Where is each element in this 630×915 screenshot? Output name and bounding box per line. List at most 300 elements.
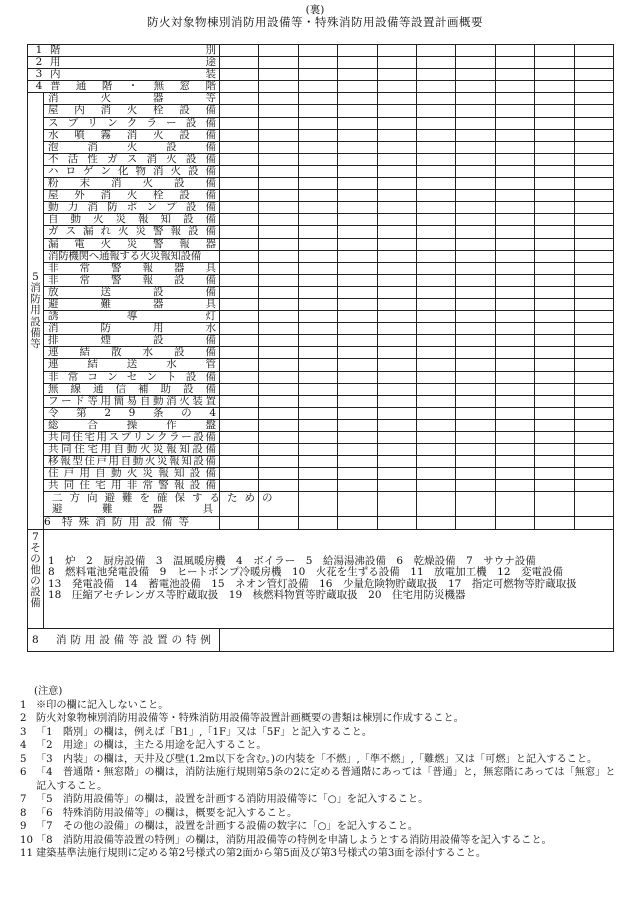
entry-cell[interactable] [495, 178, 534, 190]
entry-cell[interactable] [338, 226, 377, 238]
entry-cell[interactable] [298, 444, 337, 456]
entry-cell[interactable] [338, 274, 377, 286]
entry-cell[interactable] [574, 274, 613, 286]
entry-cell[interactable] [456, 202, 495, 214]
entry-cell[interactable] [574, 286, 613, 298]
entry-cell[interactable] [495, 226, 534, 238]
entry-cell[interactable] [574, 419, 613, 431]
entry-cell[interactable] [456, 298, 495, 310]
entry-cell[interactable] [535, 178, 574, 190]
entry-cell[interactable] [535, 359, 574, 371]
entry-cell[interactable] [416, 105, 455, 117]
entry-cell[interactable] [574, 298, 613, 310]
entry-cell[interactable] [416, 371, 455, 383]
entry-cell[interactable] [574, 359, 613, 371]
entry-cell[interactable] [456, 395, 495, 407]
entry-cell[interactable] [220, 117, 259, 129]
entry-cell[interactable] [495, 262, 534, 274]
entry-cell[interactable] [456, 274, 495, 286]
entry-cell[interactable] [574, 226, 613, 238]
entry-cell[interactable] [298, 93, 337, 105]
entry-cell[interactable] [298, 492, 337, 517]
entry-cell[interactable] [416, 311, 455, 323]
entry-cell[interactable] [535, 468, 574, 480]
entry-cell[interactable] [416, 117, 455, 129]
entry-cell[interactable] [377, 117, 416, 129]
entry-cell[interactable] [259, 262, 298, 274]
entry-cell[interactable] [220, 517, 259, 529]
entry-cell[interactable] [338, 81, 377, 93]
entry-cell[interactable] [220, 57, 259, 69]
entry-cell[interactable] [495, 165, 534, 177]
entry-cell[interactable] [416, 468, 455, 480]
entry-cell[interactable] [495, 432, 534, 444]
entry-cell[interactable] [338, 93, 377, 105]
entry-cell[interactable] [298, 190, 337, 202]
entry-cell[interactable] [220, 165, 259, 177]
entry-cell[interactable] [338, 492, 377, 517]
entry-cell[interactable] [416, 214, 455, 226]
entry-cell[interactable] [220, 105, 259, 117]
entry-cell[interactable] [259, 69, 298, 81]
entry-cell[interactable] [259, 456, 298, 468]
entry-cell[interactable] [574, 311, 613, 323]
entry-cell[interactable] [259, 419, 298, 431]
entry-cell[interactable] [456, 262, 495, 274]
entry-cell[interactable] [535, 323, 574, 335]
entry-cell[interactable] [259, 117, 298, 129]
entry-cell[interactable] [220, 468, 259, 480]
entry-cell[interactable] [495, 141, 534, 153]
entry-cell[interactable] [495, 468, 534, 480]
entry-cell[interactable] [416, 286, 455, 298]
entry-cell[interactable] [416, 274, 455, 286]
entry-cell[interactable] [377, 335, 416, 347]
entry-cell[interactable] [416, 456, 455, 468]
entry-cell[interactable] [259, 517, 298, 529]
entry-cell[interactable] [416, 202, 455, 214]
entry-cell[interactable] [495, 419, 534, 431]
entry-cell[interactable] [338, 214, 377, 226]
entry-cell[interactable] [495, 407, 534, 419]
entry-cell[interactable] [574, 81, 613, 93]
entry-cell[interactable] [377, 105, 416, 117]
entry-cell[interactable] [377, 214, 416, 226]
entry-cell[interactable] [377, 81, 416, 93]
entry-cell[interactable] [456, 311, 495, 323]
entry-cell[interactable] [377, 371, 416, 383]
entry-cell[interactable] [377, 286, 416, 298]
entry-cell[interactable] [416, 45, 455, 57]
entry-cell[interactable] [298, 153, 337, 165]
entry-cell[interactable] [338, 286, 377, 298]
entry-cell[interactable] [377, 141, 416, 153]
entry-cell[interactable] [456, 419, 495, 431]
entry-cell[interactable] [456, 480, 495, 492]
entry-cell[interactable] [298, 69, 337, 81]
entry-cell[interactable] [495, 335, 534, 347]
entry-cell[interactable] [338, 117, 377, 129]
entry-cell[interactable] [377, 468, 416, 480]
entry-cell[interactable] [495, 93, 534, 105]
entry-cell[interactable] [338, 444, 377, 456]
entry-cell[interactable] [377, 57, 416, 69]
entry-cell[interactable] [456, 468, 495, 480]
entry-cell[interactable] [259, 407, 298, 419]
entry-cell[interactable] [456, 81, 495, 93]
entry-cell[interactable] [338, 311, 377, 323]
entry-cell[interactable] [535, 298, 574, 310]
entry-cell[interactable] [574, 323, 613, 335]
entry-cell[interactable] [377, 517, 416, 529]
entry-cell[interactable] [535, 286, 574, 298]
entry-cell[interactable] [298, 347, 337, 359]
entry-cell[interactable] [259, 480, 298, 492]
entry-cell[interactable] [535, 347, 574, 359]
entry-cell[interactable] [456, 129, 495, 141]
entry-cell[interactable] [220, 250, 259, 262]
entry-cell[interactable] [220, 432, 259, 444]
entry-cell[interactable] [535, 335, 574, 347]
entry-cell[interactable] [416, 383, 455, 395]
entry-cell[interactable] [220, 444, 259, 456]
entry-cell[interactable] [338, 165, 377, 177]
entry-cell[interactable] [338, 105, 377, 117]
entry-cell[interactable] [495, 190, 534, 202]
entry-cell[interactable] [456, 190, 495, 202]
entry-cell[interactable] [220, 407, 259, 419]
entry-cell[interactable] [416, 335, 455, 347]
entry-cell[interactable] [377, 262, 416, 274]
entry-cell[interactable] [377, 480, 416, 492]
entry-cell[interactable] [298, 274, 337, 286]
entry-cell[interactable] [574, 468, 613, 480]
entry-cell[interactable] [220, 129, 259, 141]
entry-cell[interactable] [298, 419, 337, 431]
entry-cell[interactable] [259, 45, 298, 57]
entry-cell[interactable] [338, 419, 377, 431]
entry-cell[interactable] [416, 347, 455, 359]
entry-cell[interactable] [456, 371, 495, 383]
entry-cell[interactable] [259, 178, 298, 190]
entry-cell[interactable] [535, 214, 574, 226]
entry-cell[interactable] [535, 202, 574, 214]
entry-cell[interactable] [298, 105, 337, 117]
entry-cell[interactable] [416, 250, 455, 262]
entry-cell[interactable] [574, 57, 613, 69]
entry-cell[interactable] [259, 57, 298, 69]
entry-cell[interactable] [298, 226, 337, 238]
entry-cell[interactable] [220, 190, 259, 202]
entry-cell[interactable] [416, 178, 455, 190]
entry-cell[interactable] [495, 492, 534, 517]
entry-cell[interactable] [338, 141, 377, 153]
entry-cell[interactable] [377, 432, 416, 444]
entry-cell[interactable] [298, 335, 337, 347]
entry-cell[interactable] [574, 190, 613, 202]
entry-cell[interactable] [535, 395, 574, 407]
entry-cell[interactable] [298, 395, 337, 407]
entry-cell[interactable] [220, 226, 259, 238]
entry-cell[interactable] [456, 432, 495, 444]
entry-cell[interactable] [416, 262, 455, 274]
entry-cell[interactable] [259, 274, 298, 286]
entry-cell[interactable] [416, 444, 455, 456]
entry-cell[interactable] [377, 238, 416, 250]
entry-cell[interactable] [495, 69, 534, 81]
entry-cell[interactable] [259, 335, 298, 347]
entry-cell[interactable] [338, 347, 377, 359]
entry-cell[interactable] [535, 226, 574, 238]
entry-cell[interactable] [456, 250, 495, 262]
entry-cell[interactable] [456, 178, 495, 190]
entry-cell[interactable] [259, 311, 298, 323]
entry-cell[interactable] [377, 419, 416, 431]
entry-cell[interactable] [416, 419, 455, 431]
entry-cell[interactable] [259, 238, 298, 250]
entry-cell[interactable] [535, 262, 574, 274]
entry-cell[interactable] [220, 69, 259, 81]
entry-cell[interactable] [574, 371, 613, 383]
entry-cell[interactable] [220, 383, 259, 395]
entry-cell[interactable] [574, 262, 613, 274]
entry-cell[interactable] [220, 45, 259, 57]
entry-cell[interactable] [259, 129, 298, 141]
entry-cell[interactable] [298, 323, 337, 335]
entry-cell[interactable] [298, 214, 337, 226]
entry-cell[interactable] [535, 129, 574, 141]
entry-cell[interactable] [535, 419, 574, 431]
entry-cell[interactable] [574, 178, 613, 190]
entry-cell[interactable] [416, 407, 455, 419]
entry-cell[interactable] [377, 165, 416, 177]
entry-cell[interactable] [574, 383, 613, 395]
entry-cell[interactable] [298, 383, 337, 395]
entry-cell[interactable] [495, 214, 534, 226]
entry-cell[interactable] [259, 347, 298, 359]
entry-cell[interactable] [377, 311, 416, 323]
entry-cell[interactable] [535, 238, 574, 250]
entry-cell[interactable] [456, 286, 495, 298]
entry-cell[interactable] [574, 165, 613, 177]
entry-cell[interactable] [298, 238, 337, 250]
entry-cell[interactable] [456, 226, 495, 238]
entry-cell[interactable] [259, 226, 298, 238]
entry-cell[interactable] [298, 129, 337, 141]
entry-cell[interactable] [495, 81, 534, 93]
entry-cell[interactable] [298, 165, 337, 177]
entry-cell[interactable] [535, 371, 574, 383]
entry-cell[interactable] [377, 407, 416, 419]
entry-cell[interactable] [416, 517, 455, 529]
entry-cell[interactable] [574, 480, 613, 492]
entry-cell[interactable] [259, 250, 298, 262]
entry-cell[interactable] [298, 311, 337, 323]
entry-cell[interactable] [338, 407, 377, 419]
entry-cell[interactable] [259, 395, 298, 407]
entry-cell[interactable] [456, 238, 495, 250]
entry-cell[interactable] [298, 141, 337, 153]
entry-cell[interactable] [535, 141, 574, 153]
entry-cell[interactable] [220, 311, 259, 323]
entry-cell[interactable] [298, 456, 337, 468]
entry-cell[interactable] [456, 165, 495, 177]
entry-cell[interactable] [495, 298, 534, 310]
entry-cell[interactable] [338, 517, 377, 529]
entry-cell[interactable] [377, 298, 416, 310]
entry-cell[interactable] [338, 238, 377, 250]
entry-cell[interactable] [416, 238, 455, 250]
entry-cell[interactable] [220, 202, 259, 214]
entry-cell[interactable] [338, 178, 377, 190]
entry-cell[interactable] [574, 129, 613, 141]
entry-cell[interactable] [298, 178, 337, 190]
entry-cell[interactable] [220, 81, 259, 93]
entry-cell[interactable] [495, 238, 534, 250]
entry-cell[interactable] [338, 153, 377, 165]
entry-cell[interactable] [495, 456, 534, 468]
entry-cell[interactable] [298, 480, 337, 492]
entry-cell[interactable] [535, 45, 574, 57]
entry-cell[interactable] [416, 141, 455, 153]
entry-cell[interactable] [495, 323, 534, 335]
entry-cell[interactable] [377, 190, 416, 202]
entry-cell[interactable] [574, 517, 613, 529]
entry-cell[interactable] [298, 262, 337, 274]
entry-cell[interactable] [416, 129, 455, 141]
entry-cell[interactable] [535, 383, 574, 395]
entry-cell[interactable] [495, 202, 534, 214]
entry-cell[interactable] [377, 444, 416, 456]
entry-cell[interactable] [535, 274, 574, 286]
entry-cell[interactable] [220, 262, 259, 274]
entry-cell[interactable] [416, 359, 455, 371]
entry-cell[interactable] [574, 407, 613, 419]
entry-cell[interactable] [456, 517, 495, 529]
entry-cell[interactable] [377, 492, 416, 517]
entry-cell[interactable] [259, 93, 298, 105]
entry-cell[interactable] [377, 93, 416, 105]
entry-cell[interactable] [259, 432, 298, 444]
entry-cell[interactable] [416, 226, 455, 238]
entry-cell[interactable] [574, 45, 613, 57]
entry-cell[interactable] [377, 153, 416, 165]
entry-cell[interactable] [338, 250, 377, 262]
entry-cell[interactable] [574, 93, 613, 105]
entry-cell[interactable] [259, 286, 298, 298]
entry-cell[interactable] [338, 480, 377, 492]
entry-cell[interactable] [456, 45, 495, 57]
entry-cell[interactable] [416, 93, 455, 105]
entry-cell[interactable] [574, 395, 613, 407]
entry-cell[interactable] [338, 335, 377, 347]
entry-cell[interactable] [416, 432, 455, 444]
entry-cell[interactable] [220, 274, 259, 286]
entry-cell[interactable] [416, 395, 455, 407]
entry-cell[interactable] [535, 407, 574, 419]
entry-cell[interactable] [456, 153, 495, 165]
entry-cell[interactable] [220, 359, 259, 371]
entry-cell[interactable] [535, 456, 574, 468]
entry-cell[interactable] [220, 238, 259, 250]
entry-cell[interactable] [456, 57, 495, 69]
entry-cell[interactable] [495, 480, 534, 492]
entry-cell[interactable] [416, 323, 455, 335]
entry-cell[interactable] [298, 117, 337, 129]
entry-cell[interactable] [377, 178, 416, 190]
entry-cell[interactable] [220, 419, 259, 431]
entry-cell[interactable] [220, 153, 259, 165]
entry-cell[interactable] [456, 335, 495, 347]
entry-cell[interactable] [259, 359, 298, 371]
entry-cell[interactable] [338, 190, 377, 202]
entry-cell[interactable] [220, 93, 259, 105]
entry-cell[interactable] [495, 105, 534, 117]
entry-cell[interactable] [259, 141, 298, 153]
entry-cell[interactable] [535, 311, 574, 323]
entry-cell[interactable] [220, 347, 259, 359]
entry-cell[interactable] [416, 69, 455, 81]
entry-cell[interactable] [574, 141, 613, 153]
entry-cell[interactable] [377, 129, 416, 141]
entry-cell[interactable] [535, 57, 574, 69]
entry-cell[interactable] [535, 165, 574, 177]
entry-cell[interactable] [416, 81, 455, 93]
entry-cell[interactable] [574, 432, 613, 444]
entry-cell[interactable] [495, 395, 534, 407]
entry-cell[interactable] [456, 444, 495, 456]
entry-cell[interactable] [259, 468, 298, 480]
entry-cell[interactable] [377, 383, 416, 395]
entry-cell[interactable] [574, 335, 613, 347]
entry-cell[interactable] [416, 190, 455, 202]
entry-cell[interactable] [456, 492, 495, 517]
entry-cell[interactable] [298, 298, 337, 310]
entry-cell[interactable] [535, 517, 574, 529]
entry-cell[interactable] [259, 323, 298, 335]
entry-cell[interactable] [338, 298, 377, 310]
entry-cell[interactable] [416, 153, 455, 165]
entry-cell[interactable] [495, 311, 534, 323]
entry-cell[interactable] [220, 480, 259, 492]
entry-cell[interactable] [416, 57, 455, 69]
entry-cell[interactable] [220, 335, 259, 347]
entry-cell[interactable] [338, 359, 377, 371]
entry-cell[interactable] [456, 141, 495, 153]
entry-cell[interactable] [535, 93, 574, 105]
entry-cell[interactable] [259, 371, 298, 383]
entry-cell[interactable] [535, 492, 574, 517]
entry-cell[interactable] [574, 69, 613, 81]
entry-cell[interactable] [495, 383, 534, 395]
entry-cell[interactable] [495, 359, 534, 371]
entry-cell[interactable] [259, 81, 298, 93]
entry-cell[interactable] [338, 456, 377, 468]
entry-cell[interactable] [495, 286, 534, 298]
entry-cell[interactable] [298, 517, 337, 529]
entry-cell[interactable] [220, 178, 259, 190]
entry-cell[interactable] [495, 117, 534, 129]
entry-cell[interactable] [377, 226, 416, 238]
entry-cell[interactable] [456, 105, 495, 117]
entry-cell[interactable] [377, 456, 416, 468]
entry-cell[interactable] [416, 165, 455, 177]
entry-cell[interactable] [574, 238, 613, 250]
entry-cell[interactable] [298, 371, 337, 383]
entry-cell[interactable] [377, 359, 416, 371]
entry-cell[interactable] [456, 407, 495, 419]
entry-cell[interactable] [338, 202, 377, 214]
